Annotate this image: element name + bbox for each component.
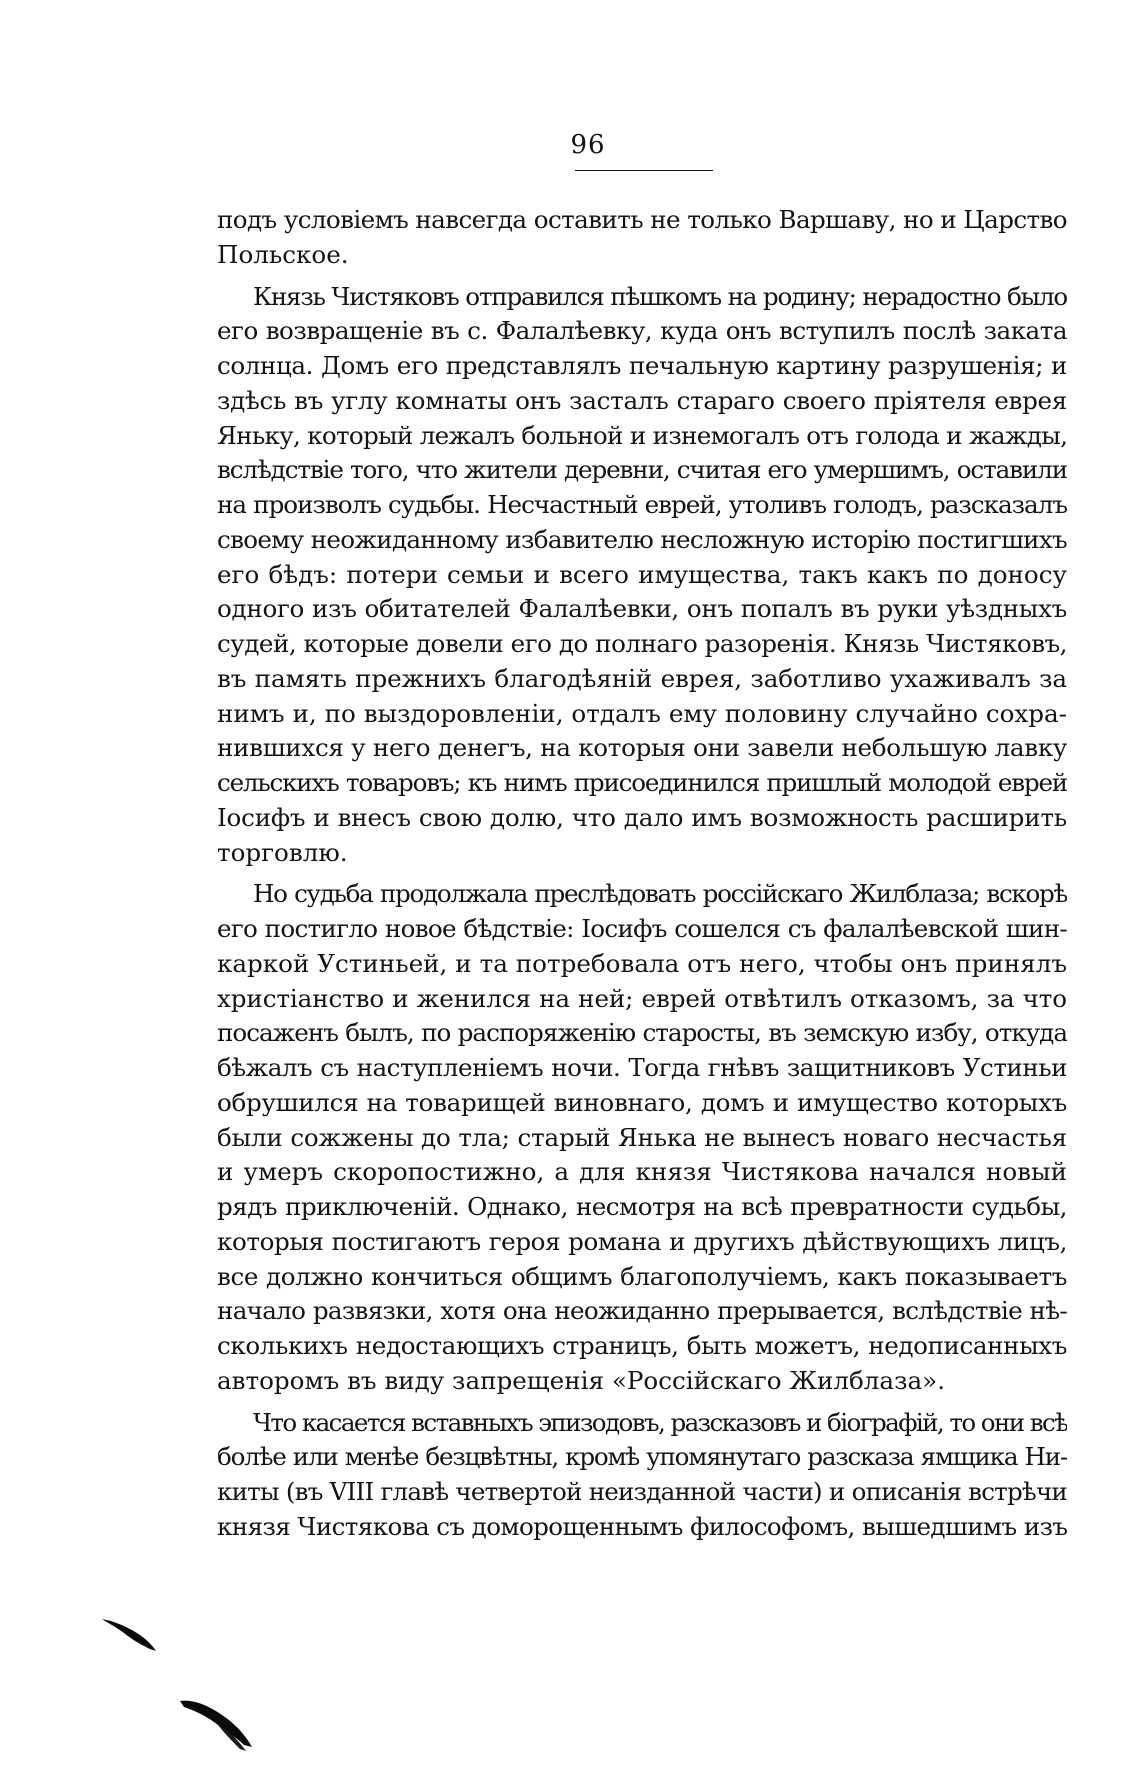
text-line: авторомъ въ виду запрещенія «Россійскаго Жилблаза». <box>217 1365 946 1395</box>
text-line: Но судьба продолжала преслѣдовать россійскаго Жилблаза; вскорѣ <box>253 879 1067 909</box>
text-line: одного изъ обитателей Фалалѣевки, онъ попалъ въ руки уѣздныхъ <box>217 594 1067 624</box>
text-line: солнца. Домъ его представлялъ печальную картину разрушенія; и <box>217 351 1067 380</box>
text-line: посаженъ былъ, по распоряженію старосты, въ земскую избу, откуда <box>217 1018 1067 1048</box>
text-line: бѣжалъ съ наступленіемъ ночи. Тогда гнѣвъ защитниковъ Устиньи <box>217 1053 1067 1082</box>
page-number: 96 <box>570 130 606 160</box>
text-line: сельскихъ товаровъ; къ нимъ присоединился пришлый молодой еврей <box>217 768 1067 797</box>
text-line: были сожжены до тла; старый Янька не вынесъ новаго несчастья <box>217 1122 1067 1152</box>
paragraph-2 <box>217 280 1067 871</box>
text-line: каркой Устиньей, и та потребовала отъ него, чтобы онъ принялъ <box>217 948 1067 978</box>
text-line: которыя постигаютъ героя романа и другихъ дѣйствующихъ лицъ, <box>217 1226 1067 1256</box>
text-line: болѣе или менѣе безцвѣтны, кромѣ упомянутаго разсказа ямщика Ни- <box>217 1442 1067 1472</box>
text-line: обрушился на товарищей виновнаго, домъ и имущество которыхъ <box>217 1087 1067 1117</box>
text-line: на произволъ судьбы. Несчастный еврей, утоливъ голодъ, разсказалъ <box>217 490 1067 519</box>
text-line: въ память прежнихъ благодѣяній еврея, заботливо ухаживалъ за <box>217 663 1067 693</box>
text-line: сколькихъ недостающихъ страницъ, быть можетъ, недописанныхъ <box>217 1331 1067 1360</box>
header-rule <box>575 170 713 171</box>
text-line: Польское. <box>217 239 349 269</box>
text-line: Князь Чистяковъ отправился пѣшкомъ на родину; нерадостно было <box>253 281 1067 311</box>
text-line: начало развязки, хотя она неожиданно прерывается, вслѣдствіе нѣ- <box>217 1296 1067 1326</box>
text-line: нимъ и, по выздоровленіи, отдалъ ему половину случайно сохра- <box>217 698 1067 728</box>
text-line: торговлю. <box>217 837 348 867</box>
text-line: христіанство и женился на ней; еврей отвѣтилъ отказомъ, за что <box>217 983 1067 1013</box>
ink-mark-upper <box>100 1615 160 1655</box>
text-line: судей, которые довели его до полнаго разоренія. Князь Чистяковъ, <box>217 629 1067 658</box>
paragraph-4 <box>217 1406 1067 1545</box>
text-line: его бѣдъ: потери семьи и всего имущества, такъ какъ по доносу <box>217 559 1067 589</box>
text-line: Іосифъ и внесъ свою долю, что дало имъ возможность расширить <box>217 802 1067 832</box>
text-line: рядъ приключеній. Однако, несмотря на всѣ превратности судьбы, <box>217 1192 1067 1221</box>
ink-mark-lower <box>178 1695 258 1755</box>
text-line: все должно кончиться общимъ благополучіемъ, какъ показываетъ <box>217 1261 1067 1291</box>
text-line: киты (въ VIII главѣ четвертой неизданной части) и описанія встрѣчи <box>217 1477 1067 1506</box>
text-line: его постигло новое бѣдствіе: Іосифъ сошелся съ фалалѣевской шин- <box>217 914 1067 943</box>
text-line: князя Чистякова съ доморощеннымъ философомъ, вышедшимъ изъ <box>217 1511 1067 1541</box>
text-line: Что касается вставныхъ эпизодовъ, разсказовъ и біографій, то они всѣ <box>253 1407 1067 1437</box>
text-line: подъ условіемъ навсегда оставить не только Варшаву, но и Царство <box>217 205 1067 234</box>
text-line: своему неожиданному избавителю несложную исторію постигшихъ <box>217 524 1067 554</box>
paragraph-1 <box>217 203 1067 273</box>
text-line: Яньку, который лежалъ больной и изнемогалъ отъ голода и жажды, <box>217 420 1067 450</box>
text-line: его возвращеніе въ с. Фалалѣевку, куда онъ вступилъ послѣ заката <box>217 316 1067 346</box>
paragraph-3 <box>217 877 1067 1398</box>
text-line: и умеръ скоропостижно, а для князя Чистякова начался новый <box>217 1157 1067 1187</box>
text-line: вслѣдствіе того, что жители деревни, считая его умершимъ, оставили <box>217 455 1067 485</box>
text-line: здѣсь въ углу комнаты онъ засталъ стараго своего пріятеля еврея <box>217 385 1067 415</box>
body-text <box>217 203 1067 1545</box>
text-line: нившихся у него денегъ, на которыя они завели небольшую лавку <box>217 733 1067 763</box>
